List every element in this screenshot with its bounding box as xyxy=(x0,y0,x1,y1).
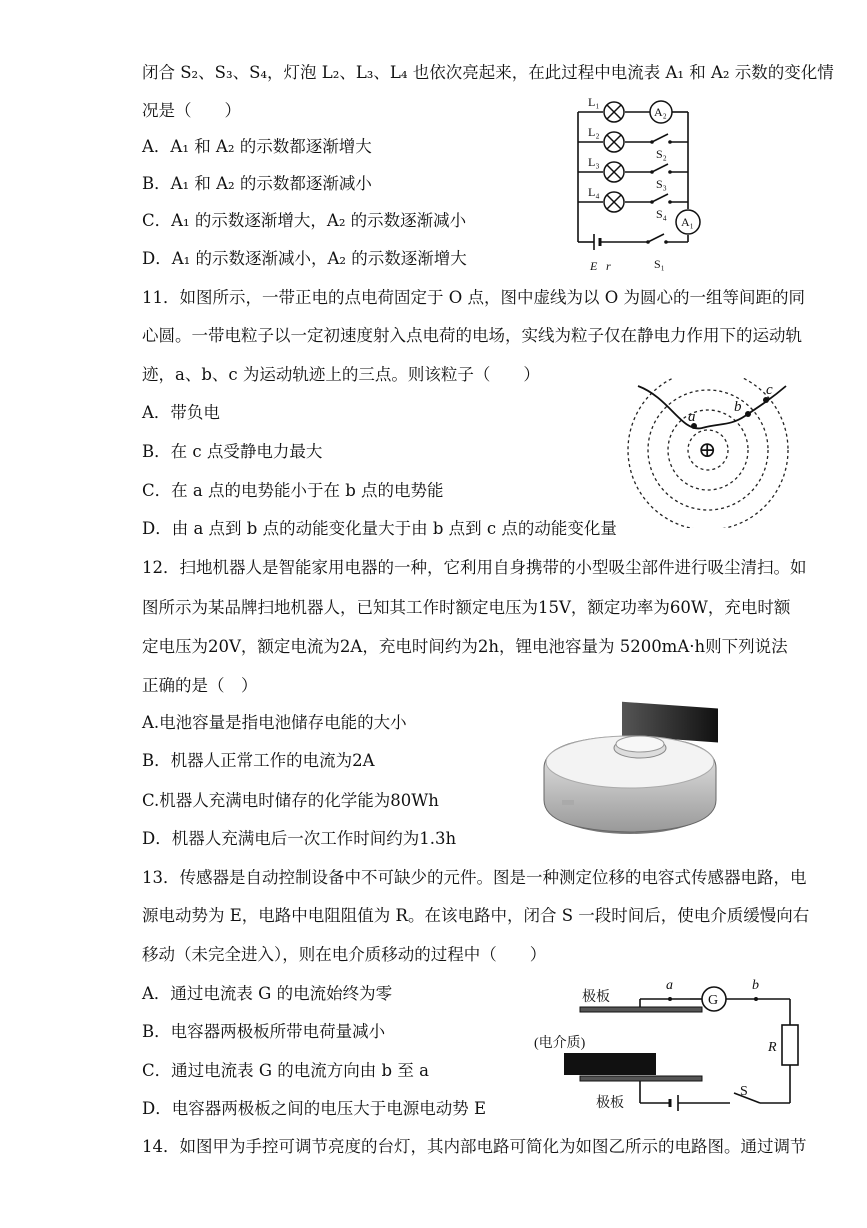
q12-stem-line1: 12．扫地机器人是智能家用电器的一种，它利用自身携带的小型吸尘部件进行吸尘清扫。如 xyxy=(142,558,807,577)
resistor-label: R xyxy=(768,1040,777,1055)
q13-stem-line2: 源电动势为 E，电路中电阻阻值为 R。在该电路中，闭合 S 一段时间后，使电介质缓慢向右 xyxy=(142,906,810,925)
q12-option-d: D．机器人充满电后一次工作时间约为1.3h xyxy=(142,829,457,848)
q12-stem-line3: 定电压为20V，额定电流为2A，充电时间约为2h，锂电池容量为 5200mA·h则下列说法 xyxy=(142,637,788,656)
ammeter-a2-label: A₂ xyxy=(654,105,667,119)
q11-stem-line1: 11．如图所示，一带正电的点电荷固定于 O 点，图中虚线为以 O 为圆心的一组等间距的同 xyxy=(142,288,806,307)
q12-option-b: B．机器人正常工作的电流为2A xyxy=(142,751,375,770)
lamp-l2-label: L₂ xyxy=(588,125,600,139)
dielectric-label: (电介质) xyxy=(534,1036,586,1051)
q11-field-diagram xyxy=(620,378,800,528)
switch-label: S xyxy=(740,1084,748,1099)
q10-circuit-diagram xyxy=(570,92,710,278)
point-c-label: c xyxy=(766,382,773,398)
q14-stem-line1: 14．如图甲为手控可调节亮度的台灯，其内部电路可简化为如图乙所示的电路图。通过调节 xyxy=(142,1137,807,1156)
source-resistance-label: r xyxy=(606,259,611,273)
q11-option-b: B．在 c 点受静电力最大 xyxy=(142,442,323,461)
ammeter-a1-label: A₁ xyxy=(681,215,694,229)
lamp-l3-label: L₃ xyxy=(588,155,600,169)
point-a-label: a xyxy=(666,978,673,993)
q11-stem-line3: 迹，a、b、c 为运动轨迹上的三点。则该粒子（ ） xyxy=(142,365,540,384)
q11-stem-line2: 心圆。一带电粒子以一定初速度射入点电荷的电场，实线为粒子仅在静电力作用下的运动轨 xyxy=(142,326,802,345)
point-b-label: b xyxy=(734,399,742,415)
q12-option-c: C.机器人充满电时储存的化学能为80Wh xyxy=(142,791,439,810)
lamp-icon xyxy=(604,102,624,212)
q13-option-a: A．通过电流表 G 的电流始终为零 xyxy=(142,984,393,1003)
lamp-l1-label: L₁ xyxy=(588,95,600,109)
q13-option-c: C．通过电流表 G 的电流方向由 b 至 a xyxy=(142,1061,429,1080)
switch-s4-label: S₄ xyxy=(656,207,667,221)
q11-option-a: A．带负电 xyxy=(142,403,220,422)
switch-s2-label: S₂ xyxy=(656,147,667,161)
lamp-l4-label: L₄ xyxy=(588,185,600,199)
q10-stem-line2: 况是（ ） xyxy=(142,101,241,120)
q13-stem-line3: 移动（未完全进入），则在电介质移动的过程中（ ） xyxy=(142,945,547,964)
point-b-label: b xyxy=(752,978,759,993)
source-emf-label: E xyxy=(590,259,598,273)
switch-s1-label: S₁ xyxy=(654,257,665,271)
q10-lamp-symbols xyxy=(604,102,624,212)
q13-option-d: D．电容器两极板之间的电压大于电源电动势 E xyxy=(142,1099,487,1118)
bottom-plate-label: 极板 xyxy=(596,1096,624,1111)
q12-stem-line2: 图所示为某品牌扫地机器人，已知其工作时额定电压为15V，额定功率为60W，充电时额 xyxy=(142,598,791,617)
q10-option-d: D．A₁ 的示数逐渐减小，A₂ 的示数逐渐增大 xyxy=(142,249,467,268)
q10-option-b: B．A₁ 和 A₂ 的示数都逐渐减小 xyxy=(142,174,372,193)
point-a-label: a xyxy=(688,409,696,425)
q13-option-b: B．电容器两极板所带电荷量减小 xyxy=(142,1022,386,1041)
robot-vacuum-image xyxy=(540,690,730,840)
q12-option-a: A.电池容量是指电池储存电能的大小 xyxy=(142,713,407,732)
q11-option-d: D．由 a 点到 b 点的动能变化量大于由 b 点到 c 点的动能变化量 xyxy=(142,519,617,538)
q10-option-a: A．A₁ 和 A₂ 的示数都逐渐增大 xyxy=(142,137,372,156)
top-plate-label: 极板 xyxy=(582,990,610,1005)
q12-stem-line4: 正确的是（ ） xyxy=(142,676,258,695)
q11-option-c: C．在 a 点的电势能小于在 b 点的电势能 xyxy=(142,481,444,500)
switch-s3-label: S₃ xyxy=(656,177,667,191)
q13-capacitor-circuit xyxy=(530,975,810,1115)
q10-stem-line1: 闭合 S₂、S₃、S₄，灯泡 L₂、L₃、L₄ 也依次亮起来，在此过程中电流表 A₁ 和 A₂ 示数的变化情 xyxy=(142,63,834,82)
galvanometer-label: G xyxy=(708,993,719,1008)
q13-stem-line1: 13．传感器是自动控制设备中不可缺少的元件。图是一种测定位移的电容式传感器电路，电 xyxy=(142,868,807,887)
q10-option-c: C．A₁ 的示数逐渐增大，A₂ 的示数逐渐减小 xyxy=(142,211,467,230)
particle-trajectory xyxy=(638,386,786,428)
positive-charge-icon: ⊕ xyxy=(698,437,717,462)
